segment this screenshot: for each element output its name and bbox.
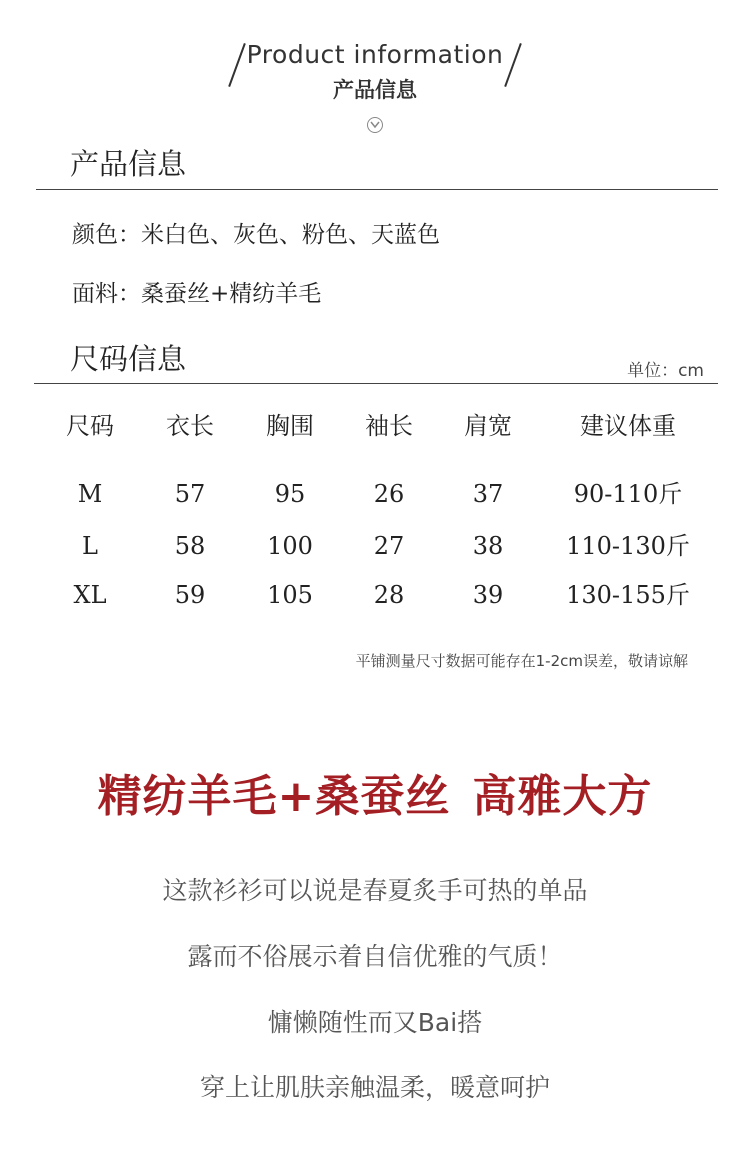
table-cell: M <box>77 480 103 508</box>
table-cell: 130-155斤 <box>566 581 690 609</box>
table-cell: 28 <box>373 581 405 609</box>
table-cell: XL <box>73 581 107 609</box>
header-cell: 衣长 <box>166 412 214 440</box>
table-cell: 100 <box>267 532 313 560</box>
table-cell: 27 <box>373 532 405 560</box>
table-row <box>40 526 720 566</box>
table-cell: 39 <box>472 581 504 609</box>
color-info: 颜色：米白色、灰色、粉色、天蓝色 <box>72 222 440 248</box>
table-row <box>40 575 720 615</box>
description-line: 这款衫衫可以说是春夏炙手可热的单品 <box>162 876 588 905</box>
header-cell: 尺码 <box>66 412 114 440</box>
table-cell: 26 <box>373 480 405 508</box>
slogan <box>0 760 750 824</box>
size-section-title: 尺码信息 <box>70 342 187 376</box>
table-cell: 57 <box>174 480 206 508</box>
measurement-note: 平铺测量尺寸数据可能存在1-2cm误差，敬请谅解 <box>355 652 688 670</box>
size-section-rule <box>34 383 718 384</box>
description-line: 慵懒随性而又Bai搭 <box>267 1008 483 1037</box>
chevron-down-icon <box>367 117 383 133</box>
table-cell: 105 <box>267 581 313 609</box>
header-cell: 胸围 <box>266 412 314 440</box>
header-title-cn: 产品信息 <box>333 78 417 102</box>
header-title-en: Product information <box>246 40 504 69</box>
description-line: 穿上让肌肤亲触温柔，暖意呵护 <box>199 1073 550 1102</box>
table-cell: L <box>82 532 98 560</box>
product-section-rule <box>36 189 718 190</box>
header-cell: 建议体重 <box>580 412 676 440</box>
header-cell: 肩宽 <box>464 412 512 440</box>
table-cell: 58 <box>174 532 206 560</box>
size-table-header <box>40 406 720 446</box>
description-line: 露而不俗展示着自信优雅的气质！ <box>187 942 563 971</box>
table-cell: 59 <box>174 581 206 609</box>
header-cell: 袖长 <box>365 412 413 440</box>
fabric-info: 面料：桑蚕丝+精纺羊毛 <box>72 281 322 307</box>
size-unit: 单位：cm <box>627 361 704 381</box>
table-cell: 95 <box>274 480 306 508</box>
table-cell: 110-130斤 <box>566 532 690 560</box>
table-cell: 90-110斤 <box>573 480 683 508</box>
table-cell: 38 <box>472 532 504 560</box>
slogan-part-2: 高雅大方 <box>472 771 653 822</box>
product-section-title: 产品信息 <box>70 147 187 181</box>
table-cell: 37 <box>472 480 504 508</box>
table-row <box>40 474 720 514</box>
slogan-part-1: 精纺羊毛+桑蚕丝 <box>97 771 451 822</box>
